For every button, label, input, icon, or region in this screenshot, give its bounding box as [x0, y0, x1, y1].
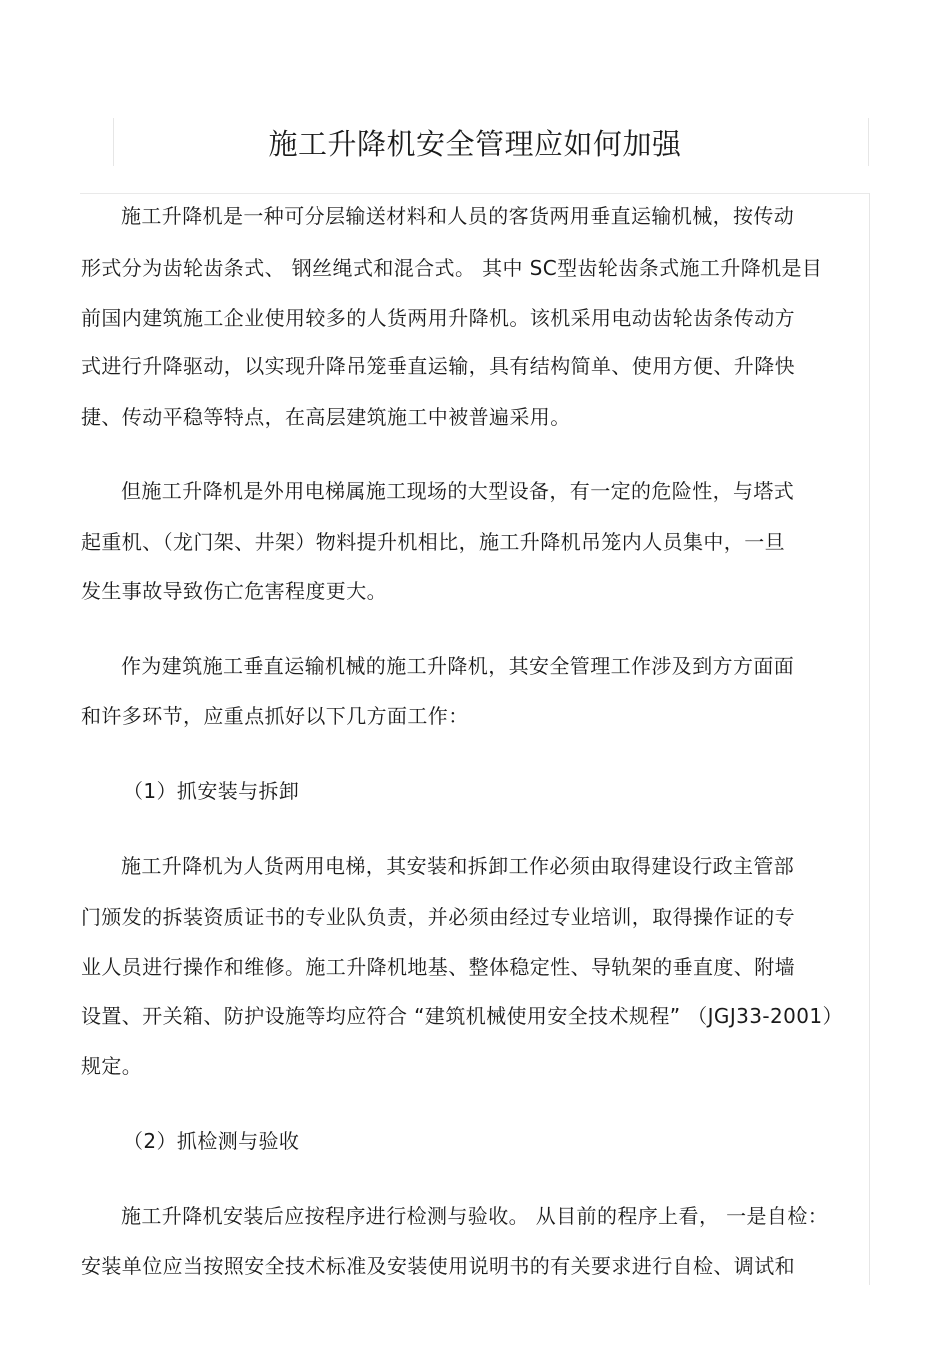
paragraph-1-line-1: 施工升降机是一种可分层输送材料和人员的客货两用垂直运输机械，按传动 [121, 204, 795, 228]
paragraph-5-line-2: 安装单位应当按照安全技术标准及安装使用说明书的有关要求进行自检、调试和 [81, 1254, 795, 1278]
paragraph-2-line-3: 发生事故导致伤亡危害程度更大。 [81, 579, 387, 603]
paragraph-1-line-3: 前国内建筑施工企业使用较多的人货两用升降机。该机采用电动齿轮齿条传动方 [81, 306, 795, 330]
paragraph-1-line-4: 式进行升降驱动，以实现升降吊笼垂直运输，具有结构简单、使用方便、升降快 [81, 354, 795, 378]
header-divider [80, 193, 870, 194]
paragraph-1-line-2: 形式分为齿轮齿条式、 钢丝绳式和混合式。 其中 SC型齿轮齿条式施工升降机是目 [81, 256, 823, 280]
paragraph-4-line-5: 规定。 [81, 1054, 143, 1078]
paragraph-4-line-2: 门颁发的拆装资质证书的专业队负责，并必须由经过专业培训，取得操作证的专 [81, 905, 795, 929]
section-heading-1: （1）抓安装与拆卸 [123, 779, 300, 803]
paragraph-2-line-2: 起重机、（龙门架、井架）物料提升机相比，施工升降机吊笼内人员集中，一旦 [81, 530, 785, 554]
paragraph-3-line-1: 作为建筑施工垂直运输机械的施工升降机，其安全管理工作涉及到方方面面 [121, 654, 795, 678]
paragraph-3-line-2: 和许多环节，应重点抓好以下几方面工作： [81, 704, 469, 728]
paragraph-4-line-3: 业人员进行操作和维修。施工升降机地基、整体稳定性、导轨架的垂直度、附墙 [81, 955, 795, 979]
paragraph-4-line-1: 施工升降机为人货两用电梯，其安装和拆卸工作必须由取得建设行政主管部 [121, 854, 795, 878]
paragraph-2-line-1: 但施工升降机是外用电梯属施工现场的大型设备，有一定的危险性，与塔式 [121, 479, 795, 503]
section-heading-2: （2）抓检测与验收 [123, 1129, 300, 1153]
paragraph-1-line-5: 捷、传动平稳等特点，在高层建筑施工中被普遍采用。 [81, 405, 571, 429]
document-title: 施工升降机安全管理应如何加强 [268, 127, 682, 161]
paragraph-4-line-4: 设置、开关箱、防护设施等均应符合 “建筑机械使用安全技术规程” （JGJ33-2001） [81, 1004, 843, 1028]
paragraph-5-line-1: 施工升降机安装后应按程序进行检测与验收。 从目前的程序上看， 一是自检： [121, 1204, 829, 1228]
frame-line-right [869, 193, 870, 1285]
